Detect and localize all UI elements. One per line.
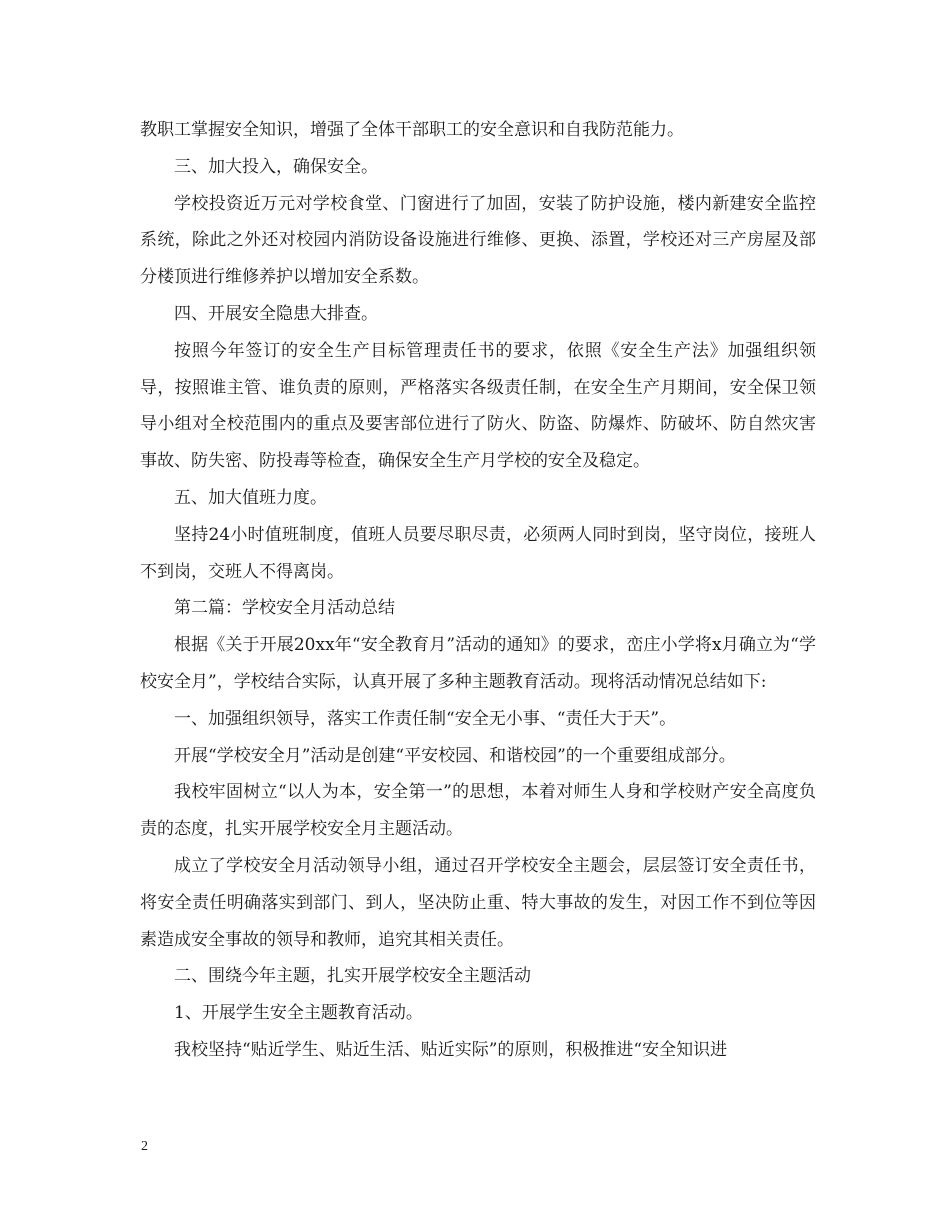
page-number: 2 — [141, 1139, 148, 1154]
document-body — [140, 112, 816, 1069]
section-title-second-article: 第二篇：学校安全月活动总结 — [174, 598, 395, 619]
paragraph-close-to-students: 我校坚持“贴近学生、贴近生活、贴近实际”的原则，积极推进“安全知识进 — [174, 1039, 728, 1060]
paragraph-notice-requirement: 根据《关于开展20xx年“安全教育月”活动的通知》的要求，峦庄小学将x月确立为“学校安全月”，学校结合实际，认真开展了多种主题教育活动。现将活动情况总结如下: — [140, 635, 816, 692]
paragraph-continuation: 教职工掌握安全知识，增强了全体干部职工的安全意识和自我防范能力。 — [140, 120, 684, 140]
paragraph-hazard-inspection: 按照今年签订的安全生产目标管理责任书的要求，依照《安全生产法》加强组织领导，按照谁主管、谁负责的原则，严格落实各级责任制，在安全生产月期间，安全保卫领导小组对全校范围内的重点及要害部位进行了防火、防盗、防爆炸、防破坏、防自然灾害事故、防失密、防投毒等检查，确保安全生产月学校的安全及稳定。 — [140, 340, 816, 472]
paragraph-investment: 学校投资近万元对学校食堂、门窗进行了加固，安装了防护设施，楼内新建安全监控系统，除此之外还对校园内消防设备设施进行维修、更换、添置，学校还对三产房屋及部分楼顶进行维修养护以增加安全系数。 — [140, 193, 816, 288]
heading-hazard-inspection: 四、开展安全隐患大排查。 — [174, 303, 378, 324]
paragraph-duty-system: 坚持24小时值班制度，值班人员要尽职尽责，必须两人同时到岗，坚守岗位，接班人不到岗，交班人不得离岗。 — [140, 524, 816, 582]
subheading-student-education: 1、开展学生安全主题教育活动。 — [174, 1003, 423, 1024]
heading-organization-leadership: 一、加强组织领导，落实工作责任制“安全无小事、“责任大于天”。 — [174, 708, 677, 729]
paragraph-safety-month-purpose: 开展“学校安全月”活动是创建“平安校园、和谐校园”的一个重要组成部分。 — [174, 745, 736, 766]
heading-theme-activities: 二、围绕今年主题，扎实开展学校安全主题活动 — [174, 966, 531, 987]
heading-duty-strength: 五、加大值班力度。 — [174, 487, 327, 508]
paragraph-people-first: 我校牢固树立“以人为本，安全第一”的思想，本着对师生人身和学校财产安全高度负责的态度，扎实开展学校安全月主题活动。 — [140, 782, 816, 840]
heading-increase-investment: 三、加大投入，确保安全。 — [174, 156, 378, 177]
paragraph-leadership-group: 成立了学校安全月活动领导小组，通过召开学校安全主题会，层层签订安全责任书，将安全责任明确落实到部门、到人，坚决防止重、特大事故的发生，对因工作不到位等因素造成安全事故的领导和教师，追究其相关责任。 — [140, 855, 816, 950]
